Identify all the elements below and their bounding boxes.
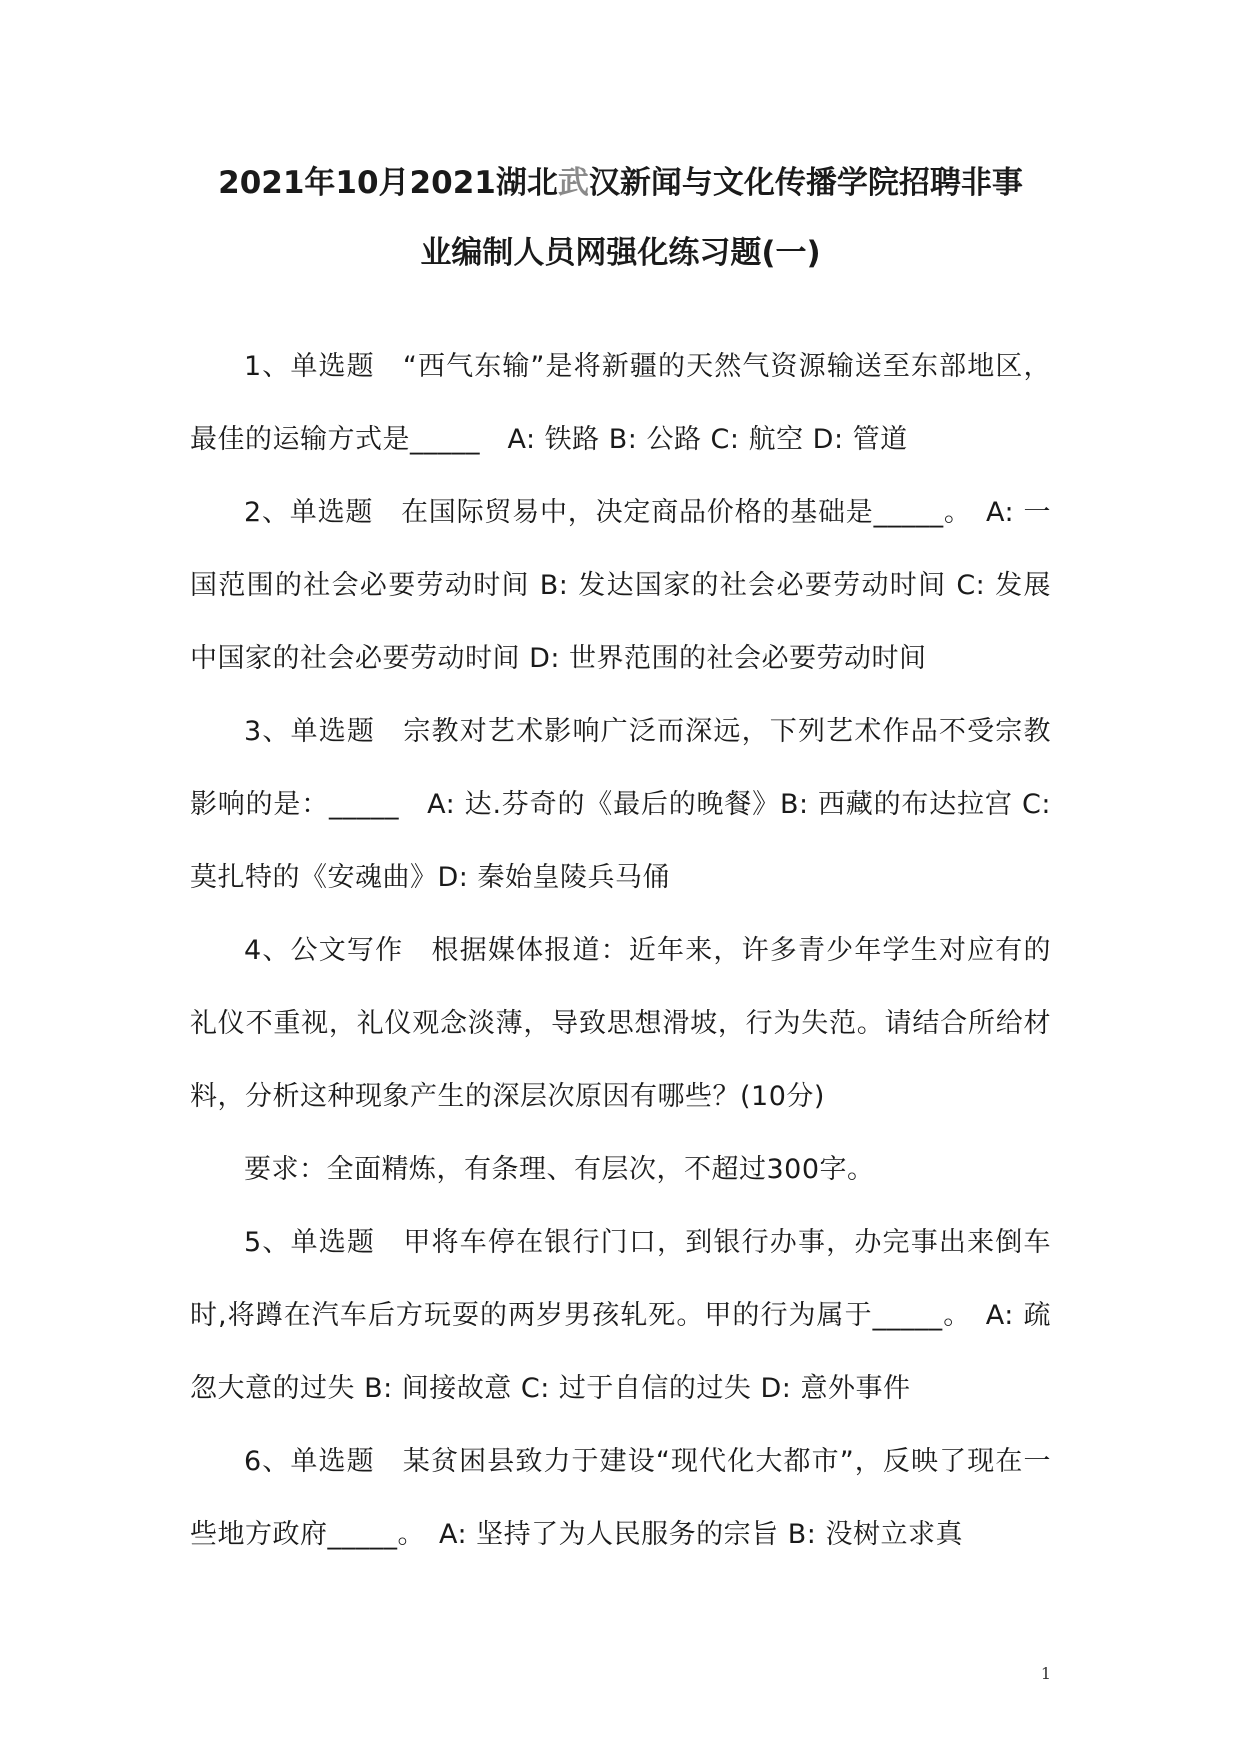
document-body <box>190 330 1051 1571</box>
title-text: 汉新闻与文化传播学院招聘非事 <box>588 165 1023 201</box>
question-3: 3、单选题 宗教对艺术影响广泛而深远，下列艺术作品不受宗教影响的是：_____ A: 达.芬奇的《最后的晚餐》B: 西藏的布达拉宫 C: 莫扎特的《安魂曲》D: 秦始皇陵兵马俑 <box>190 716 1051 893</box>
document-title <box>190 148 1051 288</box>
question-2: 2、单选题 在国际贸易中，决定商品价格的基础是_____。 A: 一国范围的社会必要劳动时间 B: 发达国家的社会必要劳动时间 C: 发展中国家的社会必要劳动时间 D: 世界范围的社会必要劳动时间 <box>190 497 1051 674</box>
page-number: 1 <box>1040 1664 1051 1683</box>
title-line-1 <box>190 148 1051 218</box>
title-line-2: 业编制人员网强化练习题(一) <box>420 235 821 271</box>
question-4: 4、公文写作 根据媒体报道：近年来，许多青少年学生对应有的礼仪不重视，礼仪观念淡薄，导致思想滑坡，行为失范。请结合所给材料，分析这种现象产生的深层次原因有哪些？(10分) <box>190 935 1051 1112</box>
question-5: 5、单选题 甲将车停在银行门口，到银行办事，办完事出来倒车时,将蹲在汽车后方玩耍的两岁男孩轧死。甲的行为属于_____。 A: 疏忽大意的过失 B: 间接故意 C: 过于自信的过失 D: 意外事件 <box>190 1227 1051 1404</box>
title-text-highlight: 武 <box>557 165 589 201</box>
question-6: 6、单选题 某贫困县致力于建设“现代化大都市”，反映了现在一些地方政府_____。 A: 坚持了为人民服务的宗旨 B: 没树立求真 <box>190 1446 1051 1550</box>
question-1: 1、单选题 “西气东输”是将新疆的天然气资源输送至东部地区，最佳的运输方式是_____ A: 铁路 B: 公路 C: 航空 D: 管道 <box>190 351 1051 455</box>
question-4-requirement: 要求：全面精炼，有条理、有层次，不超过300字。 <box>244 1154 875 1185</box>
title-text: 2021年10月2021湖北 <box>218 165 558 201</box>
